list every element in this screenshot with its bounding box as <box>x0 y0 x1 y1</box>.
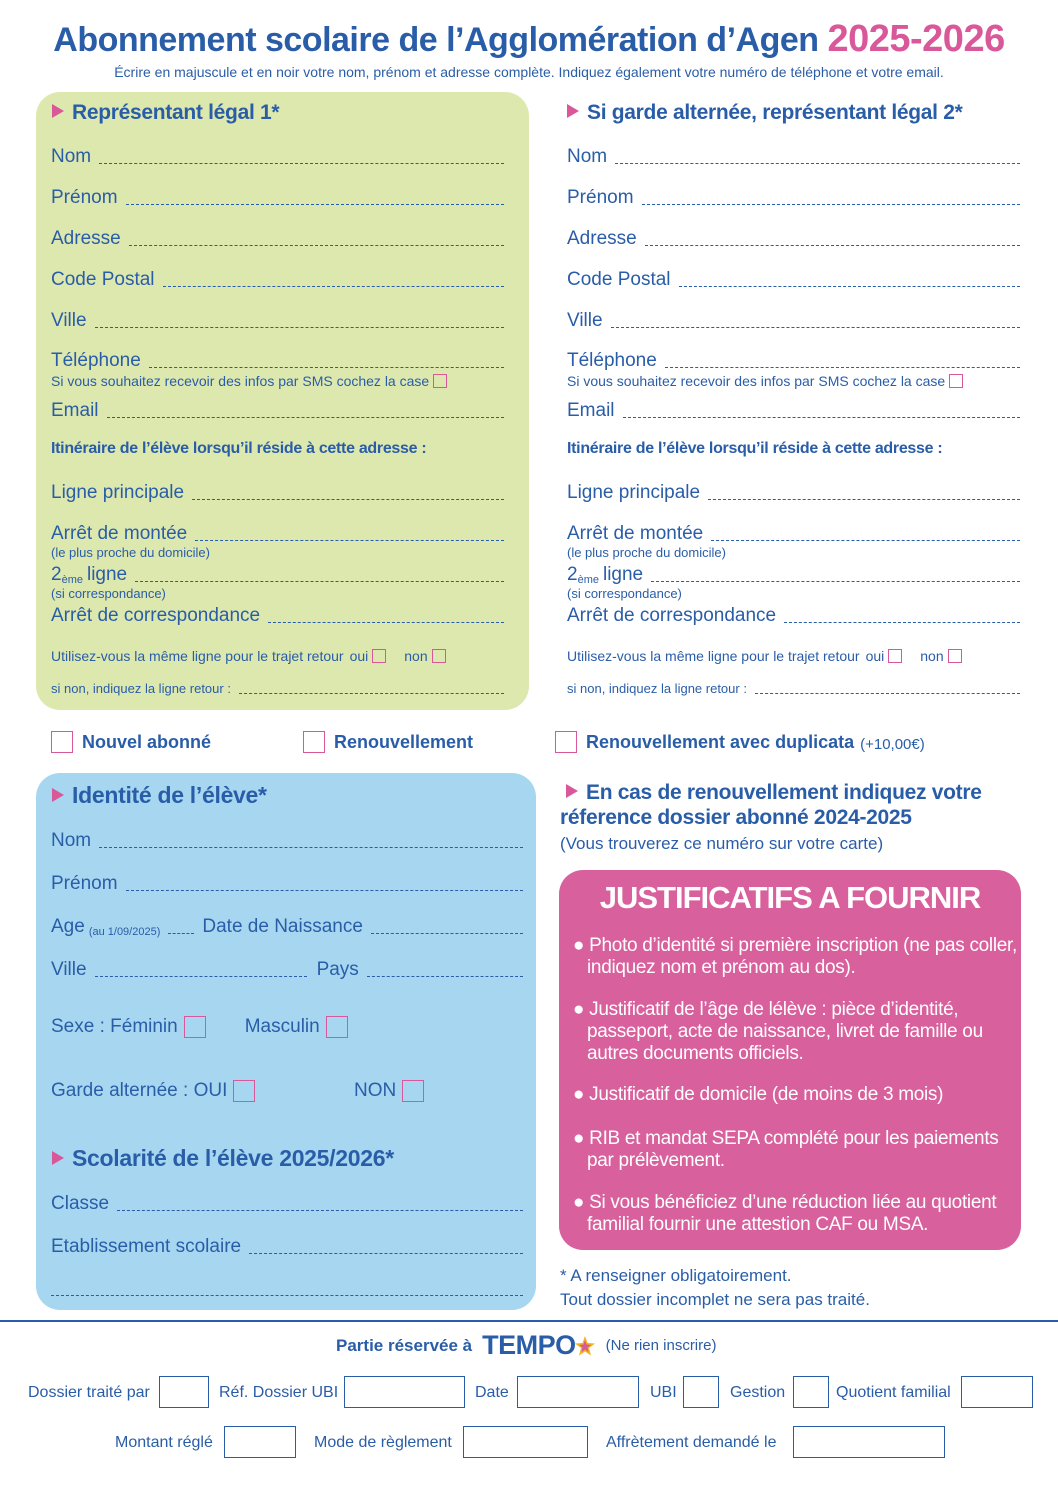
eleve-ville-pays-field[interactable]: Ville Pays <box>51 957 523 981</box>
garde-non-checkbox[interactable] <box>402 1080 424 1102</box>
rep2-email-field[interactable]: Email <box>567 398 1020 422</box>
rep2-non-checkbox[interactable] <box>948 649 962 663</box>
rep2-prenom-field[interactable]: Prénom <box>567 185 1020 209</box>
rep1-deuxieme-ligne-field[interactable]: 2 $_{ème}$ ligne <box>51 562 504 586</box>
rep2-ligne-retour-field[interactable]: si non, indiquez la ligne retour : <box>567 678 1020 696</box>
rep1-itineraire-heading: Itinéraire de l’élève lorsqu’il réside à cette adresse : <box>51 440 427 457</box>
affretement-label: Affrètement demandé le <box>606 1434 777 1451</box>
footnote-1: * A renseigner obligatoirement. <box>560 1266 792 1285</box>
staff-separator <box>0 1320 1058 1322</box>
ref-label: Réf. Dossier UBI <box>219 1384 339 1401</box>
option-duplicata: Renouvellement avec duplicata (+10,00€) <box>555 731 925 753</box>
triangle-icon <box>566 784 578 798</box>
garde-oui-checkbox[interactable] <box>233 1080 255 1102</box>
eleve-nom-field[interactable]: Nom <box>51 828 523 852</box>
rep2-oui-checkbox[interactable] <box>888 649 902 663</box>
mode-label: Mode de règlement <box>314 1434 452 1451</box>
tempo-star-icon <box>574 1335 596 1357</box>
rep1-ligne-principale-field[interactable]: Ligne principale <box>51 480 504 504</box>
tempo-logo: TEMPO <box>482 1330 576 1360</box>
rep2-meme-ligne: Utilisez-vous la même ligne pour le trajet retour oui non <box>567 648 962 664</box>
masculin-checkbox[interactable] <box>326 1016 348 1038</box>
title-year: 2025-2026 <box>827 18 1005 60</box>
renouvellement-checkbox[interactable] <box>303 731 325 753</box>
eleve-sexe: Sexe : Féminin Masculin <box>51 1016 348 1038</box>
renouv-ref-note: (Vous trouverez ce numéro sur votre carte) <box>560 834 884 853</box>
rep2-arret-montee-field[interactable]: Arrêt de montée <box>567 521 1020 545</box>
rep1-sms-option: Si vous souhaitez recevoir des infos par SMS cochez la case <box>51 373 447 389</box>
rep1-corresp-note: (si correspondance) <box>51 586 166 601</box>
date-box[interactable] <box>517 1376 639 1408</box>
rep1-arret-note: (le plus proche du domicile) <box>51 545 210 560</box>
dossier-box[interactable] <box>159 1376 209 1408</box>
mode-box[interactable] <box>463 1426 588 1458</box>
classe-field[interactable]: Classe <box>51 1191 523 1215</box>
nouvel-checkbox[interactable] <box>51 731 73 753</box>
eleve-garde: Garde alternée : OUI <box>51 1080 255 1102</box>
rep1-code-postal-field[interactable]: Code Postal <box>51 267 504 291</box>
affretement-box[interactable] <box>793 1426 945 1458</box>
option-nouvel: Nouvel abonné <box>51 731 211 753</box>
rep2-sms-option: Si vous souhaitez recevoir des infos par SMS cochez la case <box>567 373 963 389</box>
page-subtitle: Écrire en majuscule et en noir votre nom, prénom et adresse complète. Indiquez également votre numéro de téléphone et votre email. <box>114 64 944 80</box>
rep2-nom-field[interactable]: Nom <box>567 144 1020 168</box>
eleve-panel <box>36 773 536 1310</box>
quotient-label: Quotient familial <box>836 1384 951 1401</box>
rep2-deuxieme-ligne-field[interactable]: 2 $_{ème}$ ligne <box>567 562 1020 586</box>
quotient-box[interactable] <box>961 1376 1033 1408</box>
rep1-telephone-field[interactable]: Téléphone <box>51 348 504 372</box>
rep1-arret-corresp-field[interactable]: Arrêt de correspondance <box>51 603 504 627</box>
gestion-box[interactable] <box>793 1376 829 1408</box>
eleve-garde-non: NON <box>354 1080 424 1102</box>
rep2-ligne-principale-field[interactable]: Ligne principale <box>567 480 1020 504</box>
rep1-nom-field[interactable]: Nom <box>51 144 504 168</box>
eleve-title: Identité de l’élève* <box>52 782 267 809</box>
rep1-adresse-field[interactable]: Adresse <box>51 226 504 250</box>
rep2-arret-note: (le plus proche du domicile) <box>567 545 726 560</box>
rep2-title: Si garde alternée, représentant légal 2* <box>567 101 963 125</box>
rep2-telephone-field[interactable]: Téléphone <box>567 348 1020 372</box>
date-label: Date <box>475 1384 509 1401</box>
rep1-meme-ligne: Utilisez-vous la même ligne pour le trajet retour oui non <box>51 648 446 664</box>
rep1-ligne-retour-field[interactable]: si non, indiquez la ligne retour : <box>51 678 504 696</box>
justificatif-item: ● Photo d’identité si première inscription (ne pas coller, indiquez nom et prénom au dos). <box>573 935 1017 978</box>
etablissement-field-line2[interactable] <box>51 1276 523 1300</box>
rep2-code-postal-field[interactable]: Code Postal <box>567 267 1020 291</box>
rep1-non-checkbox[interactable] <box>432 649 446 663</box>
rep1-oui-checkbox[interactable] <box>372 649 386 663</box>
rep2-corresp-note: (si correspondance) <box>567 586 682 601</box>
eleve-prenom-field[interactable]: Prénom <box>51 871 523 895</box>
triangle-icon <box>52 1151 64 1165</box>
eleve-age-dob-field[interactable]: Age (au 1/09/2025) Date de Naissance <box>51 914 523 938</box>
triangle-icon <box>52 104 64 118</box>
rep2-arret-corresp-field[interactable]: Arrêt de correspondance <box>567 603 1020 627</box>
title-text: Abonnement scolaire de l’Agglomération d’Agen <box>53 21 819 59</box>
page-title <box>0 18 1058 61</box>
footnote-2: Tout dossier incomplet ne sera pas traité. <box>560 1290 870 1309</box>
ref-box[interactable] <box>344 1376 465 1408</box>
duplicata-checkbox[interactable] <box>555 731 577 753</box>
rep1-sms-checkbox[interactable] <box>433 374 447 388</box>
triangle-icon <box>567 104 579 118</box>
justificatifs-title: JUSTIFICATIFS A FOURNIR <box>599 880 981 915</box>
justificatif-item: ● Si vous bénéficiez d’une réduction liée au quotient familial fournir une attestion CAF ou MSA. <box>573 1192 997 1235</box>
scolarite-title: Scolarité de l’élève 2025/2026* <box>52 1145 394 1172</box>
montant-label: Montant réglé <box>115 1434 213 1451</box>
gestion-label: Gestion <box>730 1384 786 1401</box>
option-renouvellement: Renouvellement <box>303 731 473 753</box>
rep2-ville-field[interactable]: Ville <box>567 308 1020 332</box>
rep2-itineraire-heading: Itinéraire de l’élève lorsqu’il réside à cette adresse : <box>567 440 943 457</box>
ubi-label: UBI <box>650 1384 677 1401</box>
renouv-ref-title-1: En cas de renouvellement indiquez votre <box>566 781 982 805</box>
justificatif-item: ● RIB et mandat SEPA complété pour les paiements par prélèvement. <box>573 1128 999 1171</box>
staff-header: Partie réservée à TEMPO (Ne rien inscrire) <box>336 1330 717 1360</box>
triangle-icon <box>52 788 64 802</box>
etablissement-field[interactable]: Etablissement scolaire <box>51 1234 523 1258</box>
justificatif-item: ● Justificatif de l’âge de lélève : pièce d’identité, passeport, acte de naissance, livret de famille ou autres documents officiels. <box>573 999 983 1064</box>
justificatif-item: ● Justificatif de domicile (de moins de 3 mois) <box>573 1084 944 1105</box>
montant-box[interactable] <box>224 1426 296 1458</box>
rep1-ville-field[interactable]: Ville <box>51 308 504 332</box>
rep2-adresse-field[interactable]: Adresse <box>567 226 1020 250</box>
rep1-arret-montee-field[interactable]: Arrêt de montée <box>51 521 504 545</box>
rep1-email-field[interactable]: Email <box>51 398 504 422</box>
rep2-sms-checkbox[interactable] <box>949 374 963 388</box>
rep1-title: Représentant légal 1* <box>52 101 279 125</box>
renouv-ref-title-2: réference dossier abonné 2024-2025 <box>560 806 912 829</box>
feminin-checkbox[interactable] <box>184 1016 206 1038</box>
rep1-prenom-field[interactable]: Prénom <box>51 185 504 209</box>
ubi-box[interactable] <box>683 1376 719 1408</box>
dossier-label: Dossier traité par <box>28 1384 150 1401</box>
